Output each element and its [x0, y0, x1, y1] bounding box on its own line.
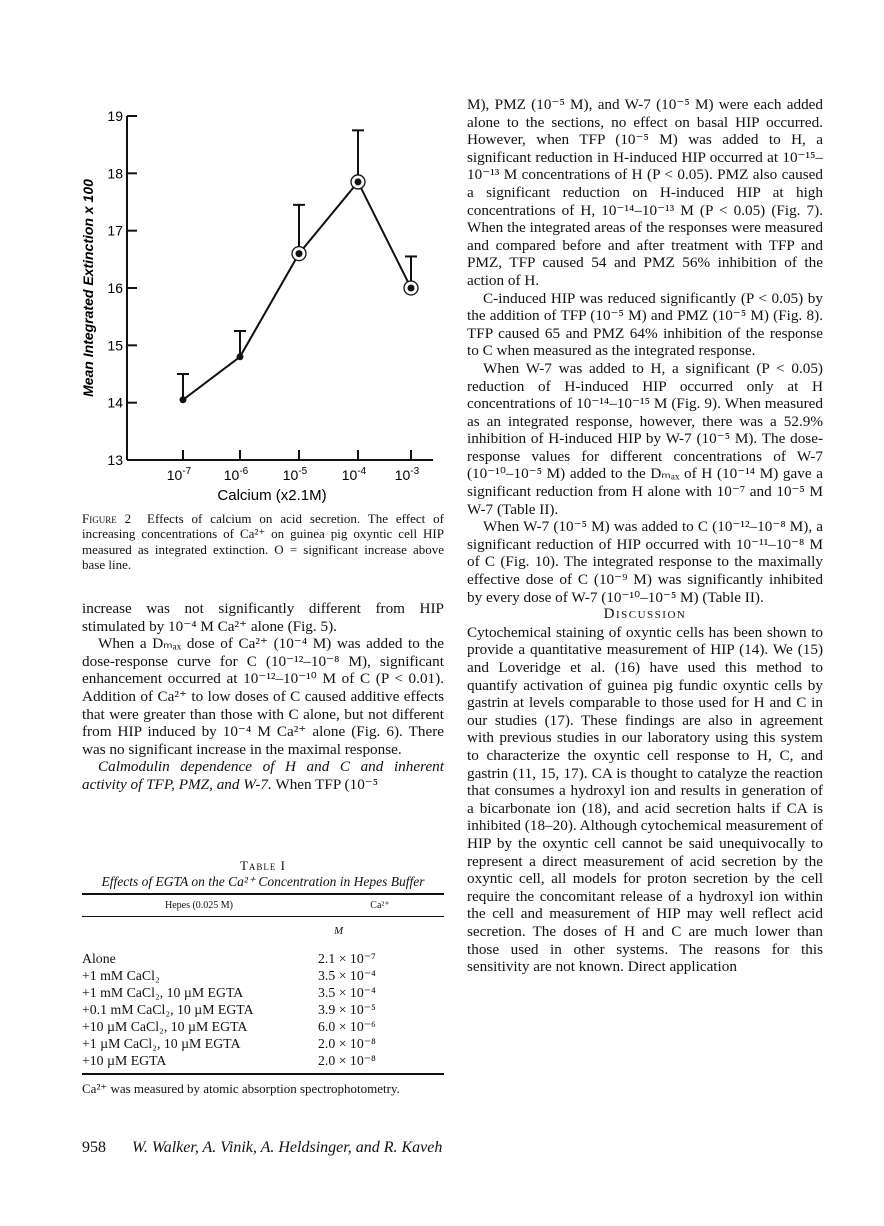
- table-1: [82, 858, 444, 1097]
- y-tick-label: 16: [107, 280, 123, 296]
- data-point: [180, 396, 187, 403]
- data-point: [355, 178, 362, 185]
- condition-cell: +1 mM CaCl₂, 10 µM EGTA: [82, 985, 244, 1000]
- y-tick-label: 18: [107, 165, 123, 182]
- authors: W. Walker, A. Vinik, A. Heldsinger, and R. Kaveh: [132, 1139, 443, 1156]
- calcium-cell: 6.0 × 10⁻⁶: [318, 1019, 376, 1034]
- paragraph: When a Dₘₐₓ dose of Ca²⁺ (10⁻⁴ M) was added to the dose-response curve for C (10⁻¹²–10⁻⁸ M), significant enhancement occurred at 10⁻¹²–10⁻¹⁰ M of C (P < 0.01). Addition of Ca²⁺ to low doses of C caused additive effects that were greater than those with C alone, but not different from HIP induced by 10⁻⁴ M Ca²⁺ alone (Fig. 6). There was no significant increase in the maximal response.: [82, 635, 444, 758]
- table-row: [82, 1018, 444, 1035]
- subsection-heading: Calmodulin dependence of H and C and inherent activity of TFP, PMZ, and W-7.: [82, 758, 444, 793]
- x-axis-label: Calcium (x2.1M): [217, 487, 327, 504]
- caption-label: Figure 2: [82, 511, 132, 526]
- condition-cell: +1 mM CaCl₂: [82, 968, 160, 983]
- x-tick-label: $10^{-4}$: [341, 466, 367, 483]
- paragraph: Cytochemical staining of oxyntic cells has been shown to provide a quantitative measurement of HIP (14). We (15) and Loveridge et al. (16) have used this method to quantify activation of guinea pig fundic oxyntic cells by gastrin at levels comparable to those used for H and C in our studies (17). These findings are also in agreement with previous studies in our laboratory using this system to characterize the oxyntic cell response to H, C, and gastrin (11, 15, 17). CA is thought to catalyze the reaction that consumes a hydroxyl ion and results in generation of a bicarbonate ion (18), and acid secretion halts if CA is inhibited (18–20). Although cytochemical measurement of HIP by the oxyntic cell cannot be said unequivocally to represent a direct measurement of acid secretion by the oxyntic cell, all models for proton secretion by the cell require the concomitant release of a hydroxyl ion within the cell and measurement of HIP may well reflect acid secretion. The doses of H and C are much lower than those used in other systems. The reasons for this sensitivity are not known. Direct application: [467, 623, 823, 976]
- x-tick-label: $10^{-6}$: [223, 466, 249, 483]
- page-number: 958: [82, 1139, 106, 1156]
- data-line: [183, 182, 411, 400]
- condition-cell: +10 µM CaCl₂, 10 µM EGTA: [82, 1019, 248, 1034]
- left-column-text: [82, 600, 444, 794]
- paragraph: When W-7 (10⁻⁵ M) was added to C (10⁻¹²–10⁻⁸ M), a significant reduction of HIP occurred with 10⁻¹¹–10⁻⁸ M of C (Fig. 10). The integrated response to the maximally effective dose of C (10⁻⁹ M) was significantly inhibited by every dose of W-7 (10⁻¹⁰–10⁻⁵ M) (Table II).: [467, 518, 823, 606]
- x-tick-label: $10^{-3}$: [394, 466, 420, 483]
- calcium-cell: 2.0 × 10⁻⁸: [318, 1036, 376, 1051]
- discussion-heading: Discussion: [603, 606, 687, 623]
- x-tick-label: $10^{-5}$: [282, 466, 308, 483]
- condition-cell: +0.1 mM CaCl₂, 10 µM EGTA: [82, 1002, 254, 1017]
- calcium-cell: 2.0 × 10⁻⁸: [318, 1053, 376, 1068]
- table-row: [82, 950, 444, 967]
- figure-caption: [82, 511, 444, 572]
- egta-table: [82, 893, 444, 1075]
- y-tick-label: 17: [107, 222, 123, 239]
- condition-cell: Alone: [82, 951, 116, 966]
- table-footnote: Ca²⁺ was measured by atomic absorption spectrophotometry.: [82, 1081, 400, 1096]
- calcium-cell: 3.5 × 10⁻⁴: [318, 968, 376, 983]
- table-title: Table I: [239, 858, 287, 873]
- condition-cell: +1 µM CaCl₂, 10 µM EGTA: [82, 1036, 241, 1051]
- column-header: Hepes (0.025 M): [82, 894, 316, 917]
- table-row: [82, 984, 444, 1001]
- right-column-text: [467, 96, 823, 976]
- paragraph: C-induced HIP was reduced significantly (P < 0.05) by the addition of TFP (10⁻⁵ M) and PMZ (10⁻⁵ M) (Fig. 8). TFP caused 65 and PMZ 64% inhibition of the response to C when measured as the integrated response.: [467, 289, 823, 360]
- calcium-cell: 3.5 × 10⁻⁴: [318, 985, 376, 1000]
- table-row: [82, 967, 444, 984]
- table-row: [82, 1001, 444, 1018]
- y-tick-label: 13: [107, 452, 123, 468]
- y-axis-label: Mean Integrated Extinction x 100: [80, 179, 96, 397]
- data-point: [296, 250, 303, 257]
- data-point: [408, 285, 415, 292]
- unit-label: M: [334, 925, 344, 937]
- condition-cell: +10 µM EGTA: [82, 1053, 167, 1068]
- y-tick-label: 19: [107, 108, 123, 124]
- data-point: [237, 353, 244, 360]
- y-tick-label: 15: [107, 337, 123, 354]
- page-footer: [82, 1139, 442, 1157]
- y-tick-label: 14: [107, 394, 123, 411]
- paragraph: [82, 758, 444, 793]
- paragraph: increase was not significantly different from HIP stimulated by 10⁻⁴ M Ca²⁺ alone (Fig. 5).: [82, 600, 444, 635]
- calcium-cell: 3.9 × 10⁻⁵: [318, 1002, 376, 1017]
- calcium-cell: 2.1 × 10⁻⁷: [318, 951, 376, 966]
- caption-text: Effects of calcium on acid secretion. The effect of increasing concentrations of Ca²⁺ on guinea pig oxyntic cell HIP measured as integrated extinction. O = significant increase above base line.: [82, 511, 445, 572]
- table-row: [82, 1035, 444, 1052]
- table-row: [82, 1052, 444, 1074]
- paragraph: When W-7 was added to H, a significant (P < 0.05) reduction of H-induced HIP occurred only at H concentrations of 10⁻¹⁴–10⁻¹⁵ M (Fig. 9). When measured as an integrated response, however, there was a 52.9% inhibition of H-induced HIP by W-7 (10⁻⁵ M). The dose-response values for different concentrations of W-7 (10⁻¹⁰–10⁻⁵ M) added to the Dₘₐₓ of H (10⁻¹⁴ M) gave a significant reduction from H alone with 10⁻⁷ and 10⁻⁵ M W-7 (Table II).: [467, 359, 823, 518]
- column-header: Ca²⁺: [316, 894, 444, 917]
- paragraph-text: When TFP (10⁻⁵: [275, 775, 379, 793]
- paragraph: M), PMZ (10⁻⁵ M), and W-7 (10⁻⁵ M) were each added alone to the sections, no effect on basal HIP occurred. However, when TFP (10⁻⁵ M) was added to H, a significant reduction in H-induced HIP occurred at 10⁻¹⁵–10⁻¹³ M concentrations of H (P < 0.05). PMZ also caused a significant reduction on H-induced HIP at high concentrations of H, 10⁻¹⁴–10⁻¹³ M (P < 0.05) (Fig. 7). When the integrated areas of the responses were measured and compared before and after treatment with TFP and PMZ, TFP caused 54 and PMZ 56% inhibition of the action of H.: [467, 96, 823, 289]
- figure-2-chart: [0, 0, 440, 505]
- x-tick-label: $10^{-7}$: [166, 466, 192, 483]
- table-subtitle: Effects of EGTA on the Ca²⁺ Concentration in Hepes Buffer: [101, 874, 425, 889]
